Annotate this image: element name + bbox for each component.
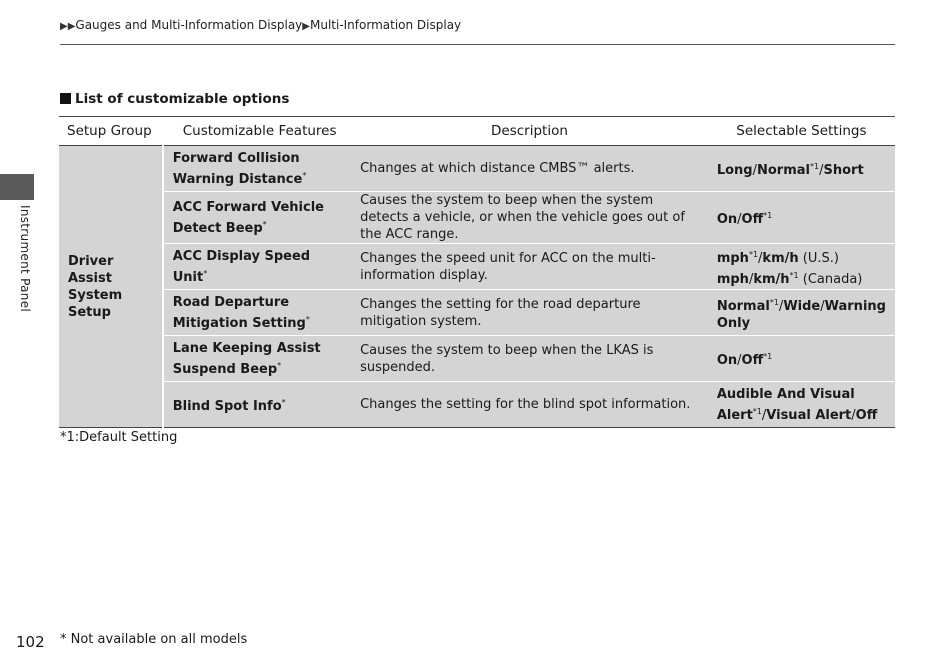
- description-cell: Changes the speed unit for ACC on the multi-information display.: [351, 244, 708, 290]
- feature-cell: ACC Forward Vehicle Detect Beep*: [163, 192, 351, 244]
- feature-cell: Lane Keeping Assist Suspend Beep*: [163, 336, 351, 382]
- feature-cell: Forward Collision Warning Distance*: [163, 146, 351, 192]
- section-heading: [60, 91, 289, 107]
- feature-cell: ACC Display Speed Unit*: [163, 244, 351, 290]
- feature-cell: Blind Spot Info*: [163, 382, 351, 428]
- default-setting-footnote: *1:Default Setting: [60, 430, 178, 445]
- column-header-setup-group: Setup Group: [59, 117, 163, 146]
- breadcrumb-arrow-icon: ▶▶: [60, 21, 76, 32]
- table-row: [59, 146, 895, 192]
- column-header-features: Customizable Features: [163, 117, 351, 146]
- table-row: [59, 192, 895, 244]
- customizable-options-table: [59, 116, 895, 428]
- settings-cell: Audible And Visual Alert$^{*1}$/Visual Alert/Off: [708, 382, 895, 428]
- settings-cell: On/Off$^{*1}$: [708, 192, 895, 244]
- table-row: [59, 336, 895, 382]
- section-heading-text: List of customizable options: [75, 91, 290, 107]
- description-cell: Changes the setting for the road departure mitigation system.: [351, 290, 708, 336]
- settings-cell: Long/Normal$^{*1}$/Short: [708, 146, 895, 192]
- square-bullet-icon: [60, 93, 71, 104]
- table-row: [59, 290, 895, 336]
- breadcrumb-item[interactable]: Multi-Information Display: [309, 18, 462, 32]
- availability-note: * Not available on all models: [60, 632, 248, 647]
- breadcrumb-item[interactable]: Gauges and Multi-Information Display: [75, 18, 303, 32]
- table-header-row: [59, 117, 895, 146]
- settings-cell: mph$^{*1}$/km/h (U.S.) mph/$km/h^{*1}$ (Canada): [708, 244, 895, 290]
- table-row: [59, 382, 895, 428]
- header-divider: [60, 44, 895, 45]
- breadcrumb-arrow-icon: ▶: [302, 21, 310, 32]
- page-number: 102: [16, 633, 45, 651]
- breadcrumb: [60, 18, 461, 32]
- chapter-side-label: Instrument Panel: [18, 205, 32, 313]
- settings-cell: Normal$^{*1}$/Wide/Warning Only: [708, 290, 895, 336]
- setup-group-cell: Driver Assist System Setup: [59, 146, 163, 428]
- description-cell: Changes the setting for the blind spot information.: [351, 382, 708, 428]
- description-cell: Changes at which distance CMBS™ alerts.: [351, 146, 708, 192]
- column-header-settings: Selectable Settings: [708, 117, 895, 146]
- feature-cell: Road Departure Mitigation Setting*: [163, 290, 351, 336]
- description-cell: Causes the system to beep when the LKAS is suspended.: [351, 336, 708, 382]
- column-header-description: Description: [351, 117, 708, 146]
- settings-cell: On/Off$^{*1}$: [708, 336, 895, 382]
- description-cell: Causes the system to beep when the system detects a vehicle, or when the vehicle goes out of the ACC range.: [351, 192, 708, 244]
- table-row: [59, 244, 895, 290]
- chapter-tab-marker: [0, 174, 34, 200]
